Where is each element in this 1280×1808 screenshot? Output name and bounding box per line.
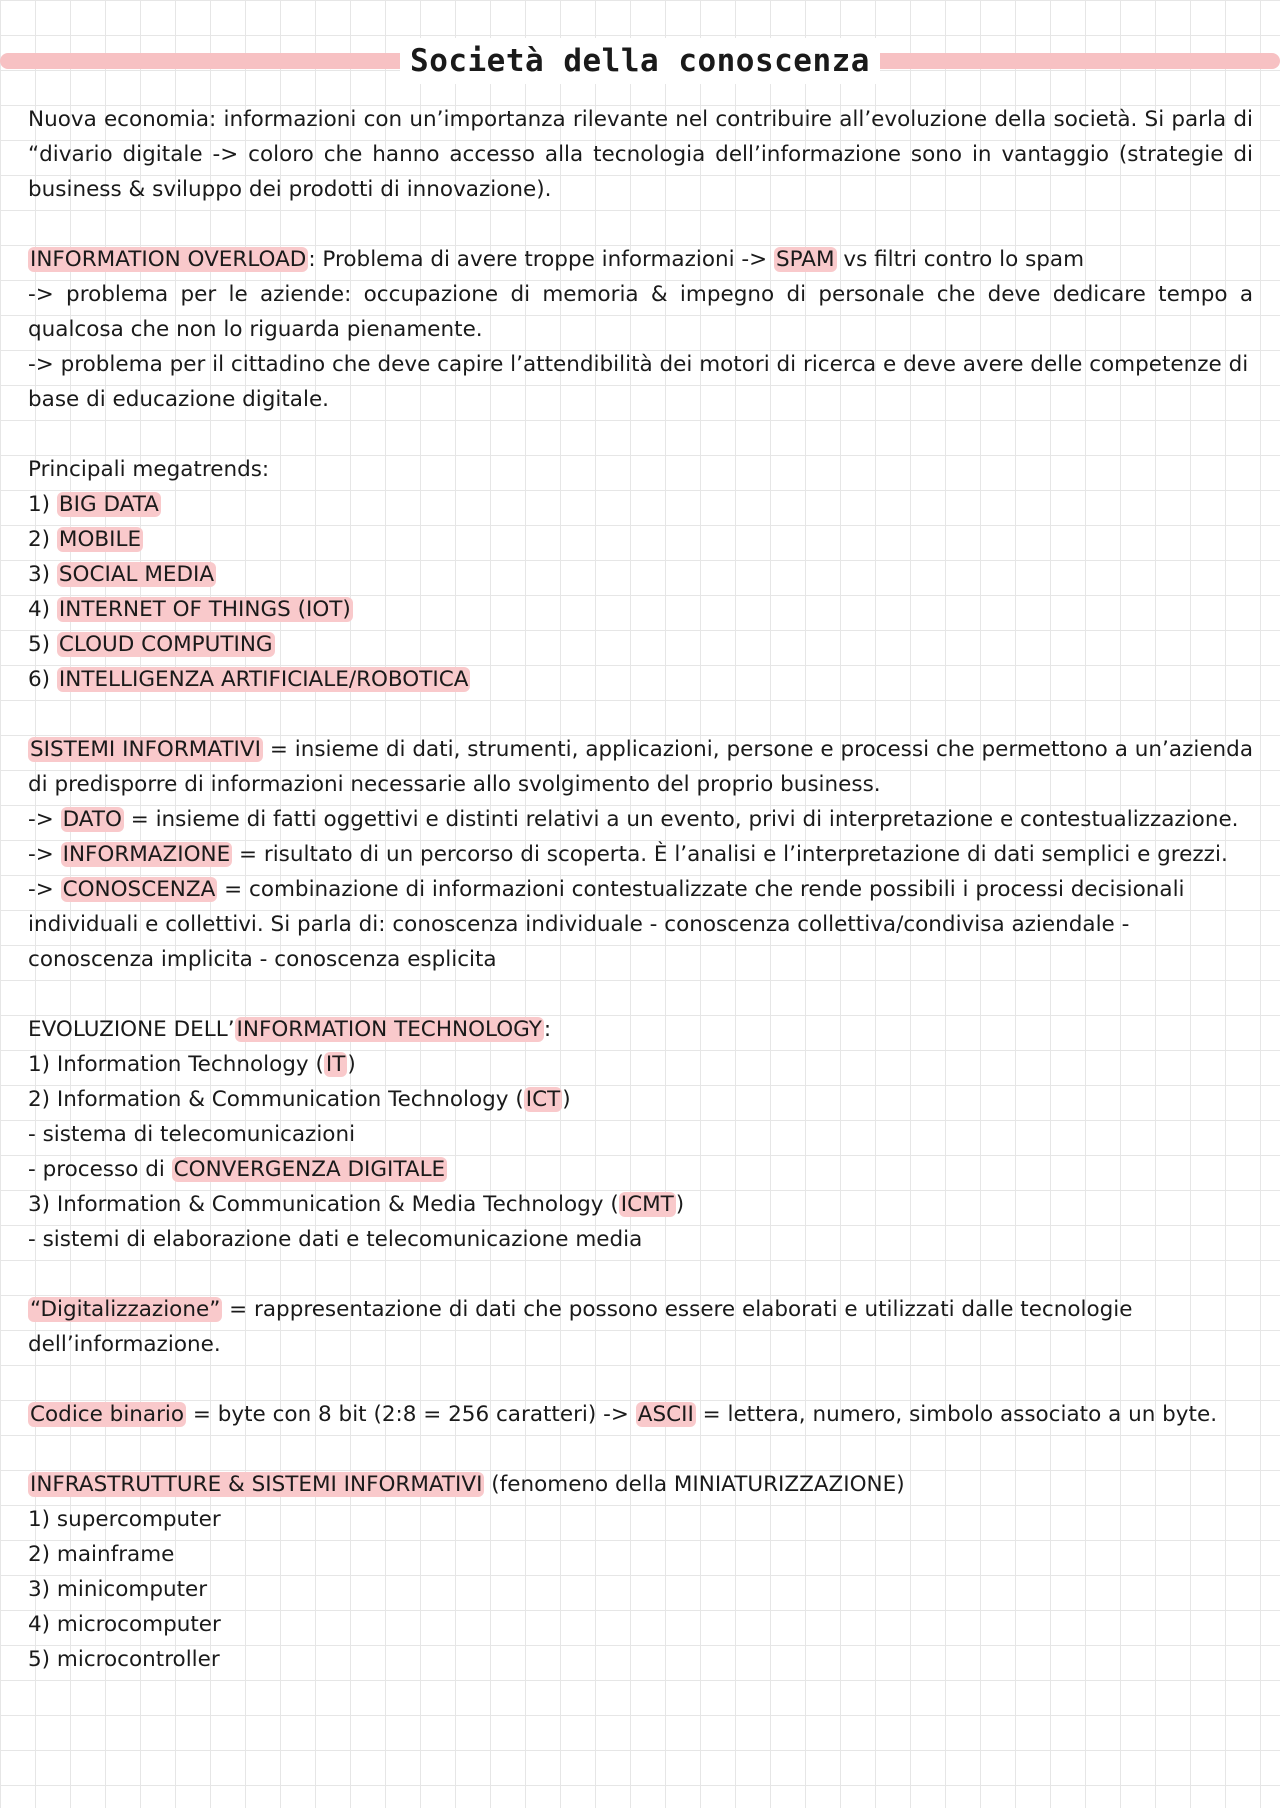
list-item: 4) microcomputer (28, 1612, 221, 1637)
megatrend-label: INTERNET OF THINGS (IOT) (58, 597, 351, 622)
list-item: - sistemi di elaborazione dati e telecomunicazione media (28, 1227, 643, 1252)
megatrend-label: BIG DATA (58, 492, 159, 517)
informazione-paragraph: -> INFORMAZIONE = risultato di un percorso di scoperta. È l’analisi e l’interpretazione di dati semplici e grezzi. (28, 842, 1228, 867)
list-item: 3) SOCIAL MEDIA (28, 562, 215, 587)
page-title: Società della conoscenza (400, 38, 880, 84)
megatrend-label: CLOUD COMPUTING (58, 632, 273, 657)
list-item: 1) BIG DATA (28, 492, 159, 517)
list-item: 3) minicomputer (28, 1577, 208, 1602)
list-item: 4) INTERNET OF THINGS (IOT) (28, 597, 351, 622)
list-item: 6) INTELLIGENZA ARTIFICIALE/ROBOTICA (28, 667, 469, 692)
list-item: 1) supercomputer (28, 1507, 221, 1532)
list-item: 2) MOBILE (28, 527, 142, 552)
list-item: 1) Information Technology (IT) (28, 1052, 356, 1077)
intro-paragraph: Nuova economia: informazioni con un’importanza rilevante nel contribuire all’evoluzione della società. Si parla di “divario digitale -> coloro che hanno accesso alla tecnologia dell’informazione sono in vantaggio (strategie di business & sviluppo dei prodotti di innovazione). (28, 107, 1253, 202)
overload-aziende: -> problema per le aziende: occupazione di memoria & impegno di personale che deve dedicare tempo a qualcosa che non lo riguarda pienamente. (28, 282, 1253, 342)
digitalizzazione-paragraph: “Digitalizzazione” = rappresentazione di dati che possono essere elaborati e utilizzati dalle tecnologie dell’informazione. (28, 1297, 1133, 1357)
infra-heading: INFRASTRUTTURE & SISTEMI INFORMATIVI (fenomeno della MINIATURIZZAZIONE) (30, 1472, 905, 1497)
title-wrap (0, 38, 1280, 84)
sistemi-paragraph: SISTEMI INFORMATIVI = insieme di dati, strumenti, applicazioni, persone e processi che permettono a un’azienda di predisporre di informazioni necessarie allo svolgimento del proprio business. (28, 737, 1254, 797)
overload-term: INFORMATION OVERLOAD (30, 247, 307, 272)
list-item: 5) microcontroller (28, 1647, 220, 1672)
infra-term: INFRASTRUTTURE & SISTEMI INFORMATIVI (30, 1472, 483, 1497)
overload-cittadino: -> problema per il cittadino che deve capire l’attendibilità dei motori di ricerca e deve avere delle competenze di base di educazione digitale. (28, 352, 1249, 412)
overload-line (28, 242, 1253, 277)
evoluzione-heading: EVOLUZIONE DELL’INFORMATION TECHNOLOGY: (28, 1017, 552, 1042)
binario-paragraph: Codice binario = byte con 8 bit (2:8 = 256 caratteri) -> ASCII = lettera, numero, simbolo associato a un byte. (30, 1402, 1218, 1427)
conoscenza-term: CONOSCENZA (62, 877, 216, 902)
binario-term: Codice binario (30, 1402, 185, 1427)
notes-content (28, 102, 1253, 1677)
conoscenza-paragraph: -> CONOSCENZA = combinazione di informazioni contestualizzate che rende possibili i processi decisionali individuali e collettivi. Si parla di: conoscenza individuale - conoscenza collettiva/condivisa aziendale - conoscenza implicita - conoscenza esplicita (28, 877, 1185, 972)
overload-text2: vs filtri contro lo spam (836, 247, 1085, 272)
list-item: 2) mainframe (28, 1542, 175, 1567)
megatrend-label: SOCIAL MEDIA (58, 562, 215, 587)
it-term: INFORMATION TECHNOLOGY (236, 1017, 542, 1042)
list-item: - sistema di telecomunicazioni (28, 1122, 356, 1147)
dato-paragraph: -> DATO = insieme di fatti oggettivi e distinti relativi a un evento, privi di interpretazione e contestualizzazione. (28, 807, 1239, 832)
informazione-term: INFORMAZIONE (62, 842, 231, 867)
list-item: - processo di CONVERGENZA DIGITALE (28, 1157, 446, 1182)
sistemi-term: SISTEMI INFORMATIVI (30, 737, 261, 762)
digitalizzazione-term: “Digitalizzazione” (30, 1297, 221, 1322)
spam-term: SPAM (776, 247, 835, 272)
megatrend-label: INTELLIGENZA ARTIFICIALE/ROBOTICA (58, 667, 469, 692)
list-item: 5) CLOUD COMPUTING (28, 632, 273, 657)
list-item: 2) Information & Communication Technology (ICT) (28, 1087, 571, 1112)
dato-term: DATO (62, 807, 122, 832)
overload-text1: : Problema di avere troppe informazioni -> (308, 247, 775, 272)
megatrends-heading: Principali megatrends: (28, 457, 270, 482)
list-item: 3) Information & Communication & Media Technology (ICMT) (28, 1192, 685, 1217)
ascii-term: ASCII (637, 1402, 694, 1427)
megatrend-label: MOBILE (58, 527, 142, 552)
